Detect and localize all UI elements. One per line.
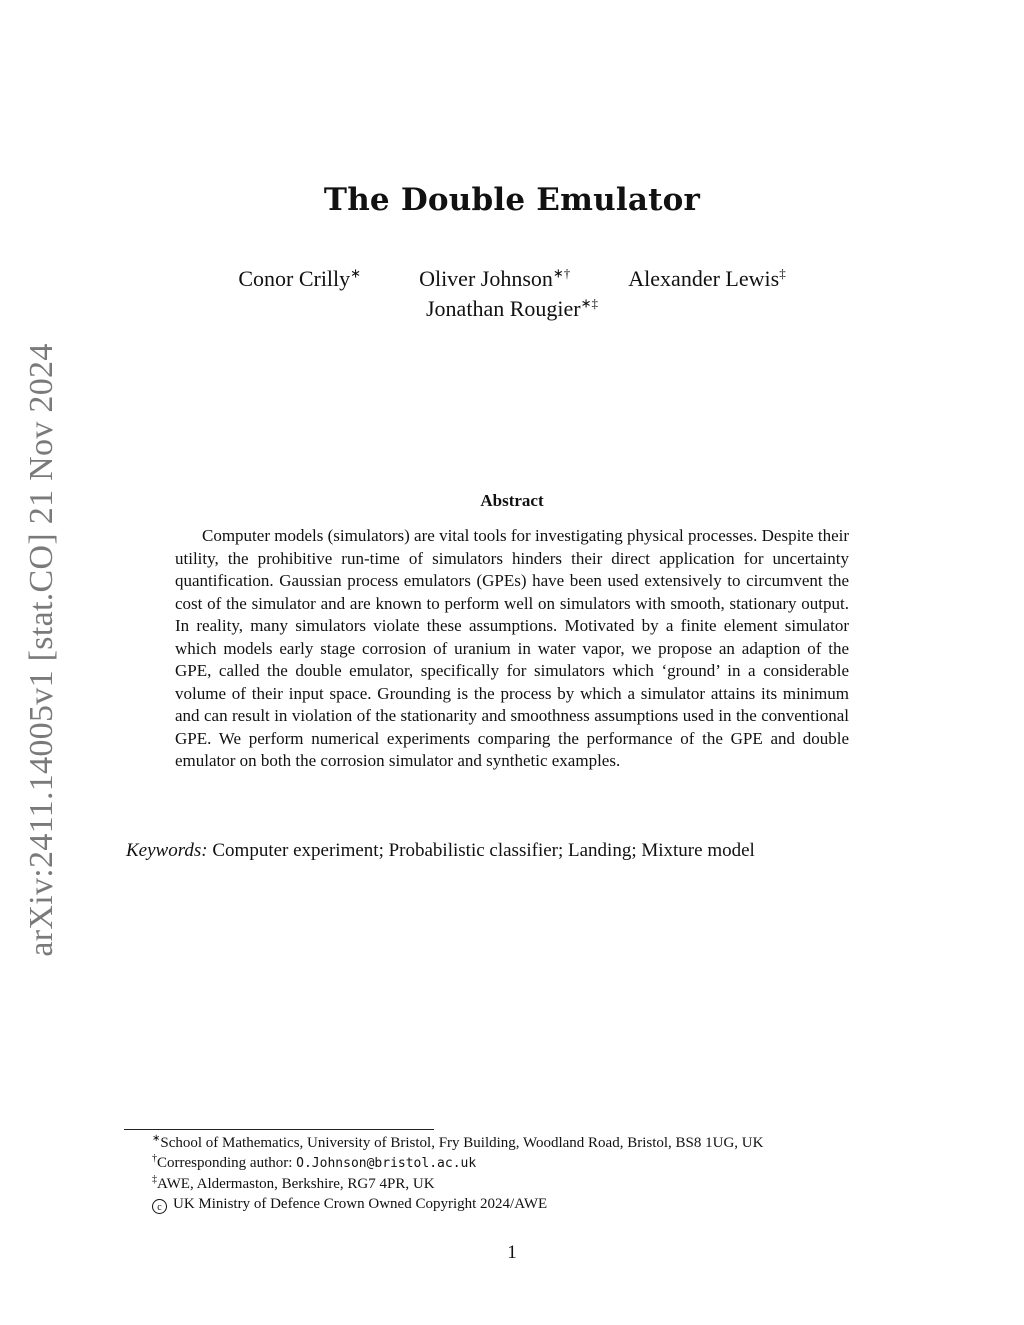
author-affiliation-marks: ∗† — [552, 265, 571, 281]
author-oliver-johnson: Oliver Johnson∗† — [419, 265, 571, 291]
footnote-copyright: c UK Ministry of Defence Crown Owned Copyright 2024/AWE — [152, 1194, 912, 1214]
author-alexander-lewis: Alexander Lewis‡ — [628, 265, 786, 291]
author-list — [0, 264, 1024, 324]
footnote-mark: † — [152, 1153, 157, 1164]
arxiv-identifier-stamp[interactable]: arXiv:2411.14005v1 [stat.CO] 21 Nov 2024 — [23, 343, 60, 957]
keywords-line — [126, 840, 906, 862]
page-number: 1 — [507, 1242, 517, 1263]
footnotes — [152, 1133, 912, 1214]
abstract-text: Computer models (simulators) are vital tools for investigating physical processes. Despite their utility, the prohibitive run-time of simulators hinders their direct application for uncertainty quantification. Gaussian process emulators (GPEs) have been used extensively to circumvent the cost of the simulator and are known to perform well on simulators with smooth, stationary output. In reality, many simulators violate these assumptions. Motivated by a finite element simulator which models early stage corrosion of uranium in water vapor, we propose an adaption of the GPE, called the double emulator, specifically for simulators which ‘ground’ in a considerable volume of their input space. Grounding is the process by which a simulator attains its minimum and can result in violation of the stationarity and smoothness assumptions used in the conventional GPE. We perform numerical experiments comparing the performance of the GPE and double emulator on both the corrosion simulator and synthetic examples. — [175, 526, 849, 770]
keywords-text: Computer experiment; Probabilistic classifier; Landing; Mixture model — [212, 840, 755, 861]
footnote-divider — [124, 1129, 434, 1130]
footnote-affiliation-awe: ‡AWE, Aldermaston, Berkshire, RG7 4PR, UK — [152, 1174, 435, 1192]
abstract-heading: Abstract — [480, 491, 544, 510]
author-jonathan-rougier: Jonathan Rougier∗‡ — [426, 295, 598, 321]
paper-title: The Double Emulator — [323, 182, 701, 218]
author-affiliation-marks: ∗‡ — [580, 295, 598, 311]
footnote-mark: ‡ — [152, 1174, 157, 1185]
author-affiliation-marks: ∗ — [350, 265, 362, 281]
footnote-mark: ∗ — [152, 1133, 161, 1144]
keywords-label: Keywords: — [126, 840, 208, 861]
footnote-affiliation-bristol: ∗School of Mathematics, University of Bristol, Fry Building, Woodland Road, Bristol, BS8 1UG, UK — [152, 1133, 764, 1151]
corresponding-email-link[interactable]: O.Johnson@bristol.ac.uk — [296, 1156, 477, 1171]
author-conor-crilly: Conor Crilly∗ — [238, 265, 362, 291]
author-affiliation-marks: ‡ — [779, 265, 786, 281]
copyright-icon: c — [152, 1199, 167, 1214]
footnote-corresponding-author: †Corresponding author: O.Johnson@bristol.ac.uk — [152, 1153, 477, 1171]
